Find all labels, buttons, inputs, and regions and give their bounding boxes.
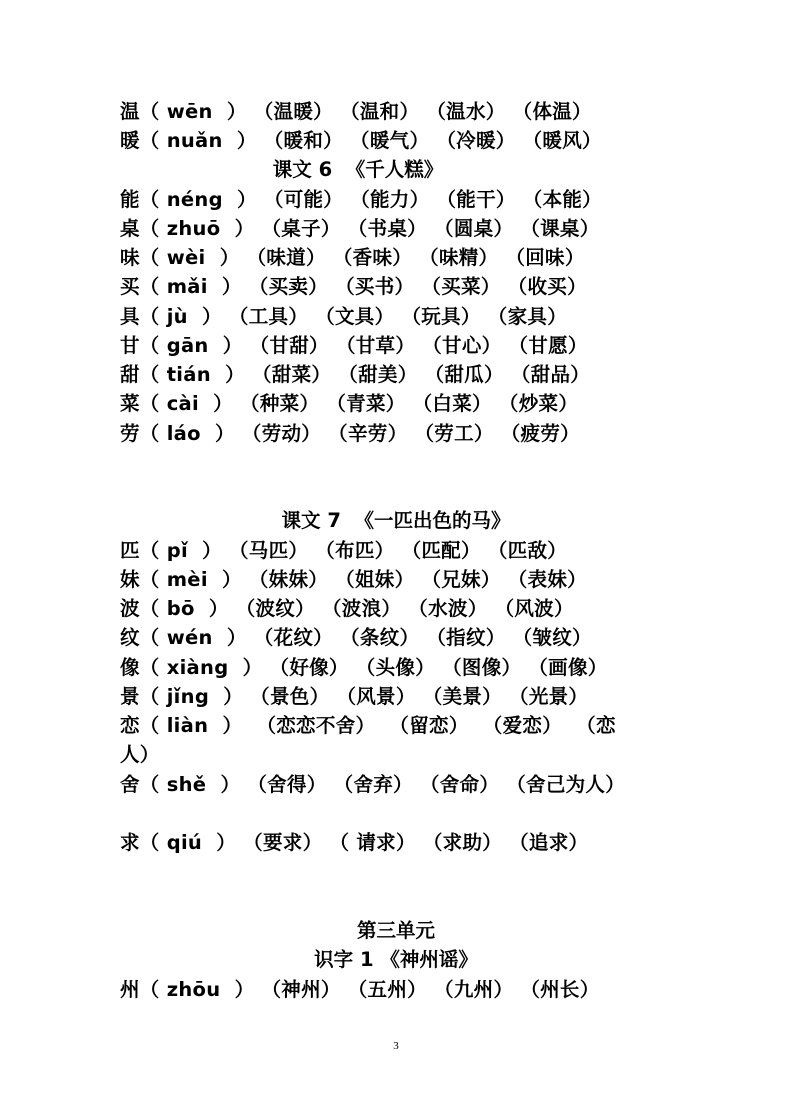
- vocab-line: 甜（ tián ） （甜菜） （甜美） （甜瓜） （甜品）: [120, 363, 591, 386]
- vocab-line: 州（ zhōu ） （神州） （五州） （九州） （州长）: [120, 978, 600, 1001]
- vocab-line: 菜（ cài ） （种菜） （青菜） （白菜） （炒菜）: [120, 392, 579, 415]
- vocab-line: 桌（ zhuō ） （桌子） （书桌） （圆桌） （课桌）: [120, 217, 600, 240]
- vocab-line: 舍（ shě ） （舍得） （舍弃） （舍命） （舍己为人）: [120, 773, 626, 796]
- lesson-heading: 识字 1 《神州谣》: [314, 948, 478, 971]
- vocab-line: 景（ jǐng ） （景色） （风景） （美景） （光景）: [120, 685, 589, 708]
- vocab-line: 妹（ mèi ） （妹妹） （姐妹） （兄妹） （表妹）: [120, 568, 587, 591]
- vocab-line: 匹（ pǐ ） （马匹） （布匹） （匹配） （匹敌）: [120, 539, 568, 562]
- vocab-line: 像（ xiàng ） （好像） （头像） （图像） （画像）: [120, 656, 608, 679]
- vocab-line: 暖（ nuǎn ） （暖和） （暖气） （冷暖） （暖风）: [120, 129, 602, 152]
- unit-heading: 第三单元: [356, 919, 435, 942]
- vocab-line: 能（ néng ） （可能） （能力） （能干） （本能）: [120, 188, 602, 211]
- vocab-line: 温（ wēn ） （温暖） （温和） （温水） （体温）: [120, 100, 592, 123]
- lesson-heading: 课文 7 《一匹出色的马》: [281, 509, 511, 532]
- vocab-line: 甘（ gān ） （甘甜） （甘草） （甘心） （甘愿）: [120, 334, 588, 357]
- vocab-line: 人）: [120, 743, 160, 766]
- vocab-line: 买（ mǎi ） （买卖） （买书） （买菜） （收买）: [120, 275, 587, 298]
- page-number: 3: [393, 1040, 399, 1052]
- vocab-line: 纹（ wén ） （花纹） （条纹） （指纹） （皱纹）: [120, 626, 592, 649]
- vocab-line: 劳（ láo ） （劳动） （辛劳） （劳工） （疲劳）: [120, 422, 580, 445]
- lesson-heading: 课文 6 《千人糕》: [272, 158, 444, 181]
- vocab-line: 味（ wèi ） （味道） （香味） （味精） （回味）: [120, 246, 585, 269]
- vocab-line: 恋（ liàn ） （恋恋不舍） （留恋） （爱恋） （恋: [120, 714, 616, 737]
- vocab-line: 求（ qiú ） （要求） （ 请求） （求助） （追求）: [120, 831, 589, 854]
- vocab-line: 波（ bō ） （波纹） （波浪） （水波） （风波）: [120, 597, 574, 620]
- vocab-line: 具（ jù ） （工具） （文具） （玩具） （家具）: [120, 305, 567, 328]
